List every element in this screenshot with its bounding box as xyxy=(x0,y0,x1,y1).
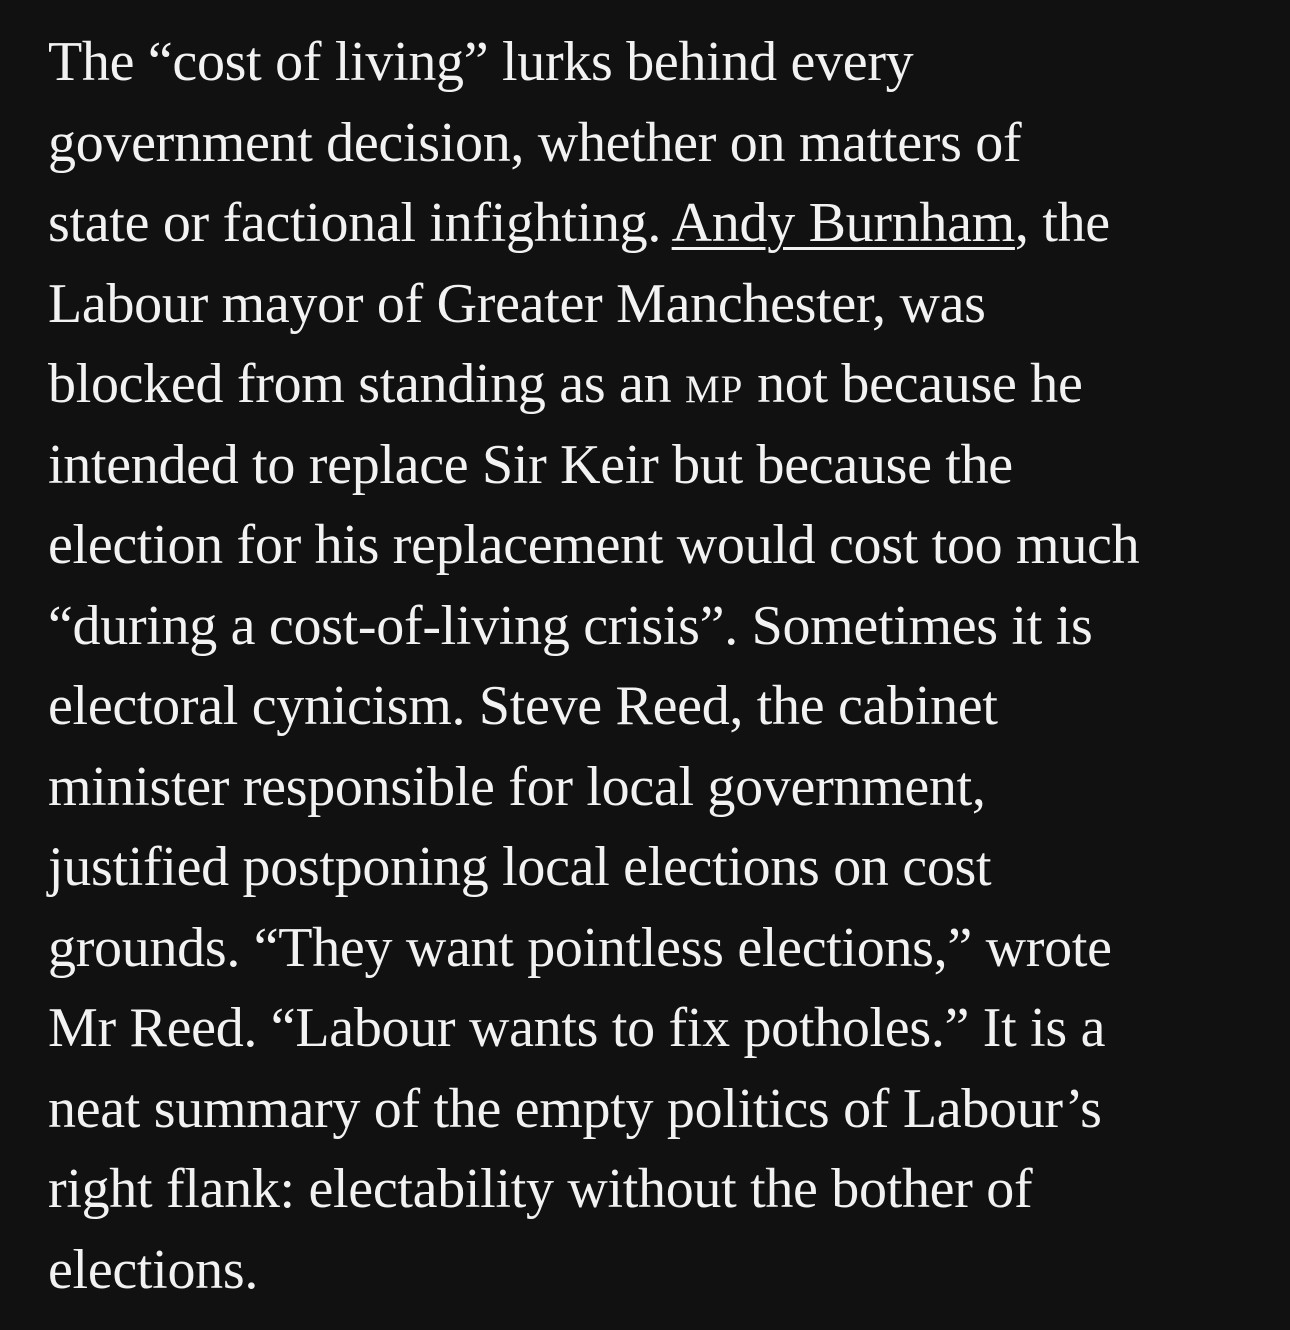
text-line: government decision, whether on matters of xyxy=(48,111,1022,174)
text-line: grounds. “They want pointless elections,” wrote xyxy=(48,916,1112,979)
text-line: minister responsible for local government, xyxy=(48,755,986,818)
andy-burnham-link[interactable]: Andy Burnham xyxy=(671,192,1015,254)
text-line: election for his replacement would cost too much xyxy=(48,514,1140,576)
article-paragraph xyxy=(48,22,1250,1310)
text-line: justified postponing local elections on cost xyxy=(48,836,992,898)
text-line: electoral cynicism. Steve Reed, the cabinet xyxy=(48,675,998,737)
text-segment: not because he xyxy=(743,353,1083,415)
text-segment: , the xyxy=(1014,192,1110,254)
text-line: intended to replace Sir Keir but because the xyxy=(48,433,1013,496)
mp-abbreviation: mp xyxy=(685,353,744,415)
text-line: Mr Reed. “Labour wants to fix potholes.” It is a xyxy=(48,997,1106,1059)
text-segment: blocked from standing as an xyxy=(48,353,685,415)
text-line: “during a cost-of-living crisis”. Sometimes it is xyxy=(48,594,1093,657)
text-line: The “cost of living” lurks behind every xyxy=(48,31,914,93)
text-line: elections. xyxy=(48,1238,259,1301)
text-line xyxy=(48,344,1250,425)
text-line: right flank: electability without the bother of xyxy=(48,1158,1033,1220)
text-line: neat summary of the empty politics of Labour’s xyxy=(48,1077,1102,1140)
text-segment: state or factional infighting. xyxy=(48,192,672,254)
text-line: Labour mayor of Greater Manchester, was xyxy=(48,272,986,335)
text-line xyxy=(48,183,1250,264)
